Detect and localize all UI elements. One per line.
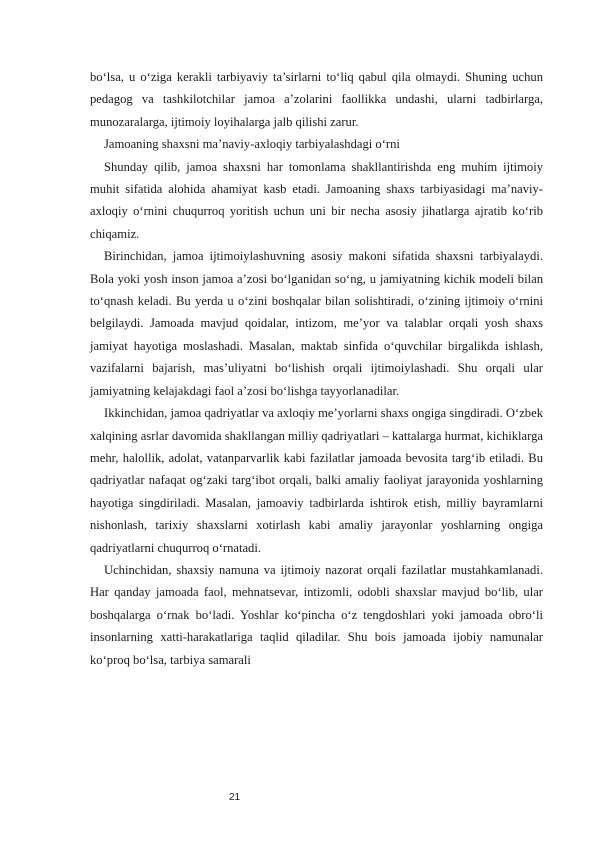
- page-number: 21: [229, 792, 241, 803]
- paragraph-second-point: Ikkinchidan, jamoa qadriyatlar va axloqiy me’yorlarni shaxs ongiga singdiradi. O‘zbek xalqining asrlar davomida shakllangan milliy qadriyatlari – kattalarga hurmat, kichiklarga mehr, halollik, adolat, vatanparvarlik kabi fazilatlar jamoada bevosita targ‘ib etiladi. Bu qadriyatlar nafaqat og‘zaki targ‘ibot orqali, balki amaliy faoliyat jarayonida yoshlarning hayotiga singdiriladi. Masalan, jamoaviy tadbirlarda ishtirok etish, milliy bayramlarni nishonlash, tarixiy shaxslarni xotirlash kabi amaliy jarayonlar yoshlarning ongiga qadriyatlarni chuqurroq o‘rnatadi.: [90, 406, 543, 555]
- paragraph-continuation: bo‘lsa, u o‘ziga kerakli tarbiyaviy ta’sirlarni to‘liq qabul qila olmaydi. Shuning uchun pedagog va tashkilotchilar jamoa a’zolarini faollikka undashi, ularni tadbirlarga, munozaralarga, ijtimoiy loyihalarga jalb qilishi zarur.: [90, 70, 543, 129]
- paragraph-first-point: Birinchidan, jamoa ijtimoiylashuvning asosiy makoni sifatida shaxsni tarbiyalaydi. Bola yoki yosh inson jamoa a’zosi bo‘lganidan so‘ng, u jamiyatning kichik modeli bilan to‘qnash keladi. Bu yerda u o‘zini boshqalar bilan solishtiradi, o‘zining ijtimoiy o‘rnini belgilaydi. Jamoada mavjud qoidalar, intizom, me’yor va talablar orqali yosh shaxs jamiyat hayotiga moslashadi. Masalan, maktab sinfida o‘quvchilar birgalikda ishlash, vazifalarni bajarish, mas’uliyatni bo‘lishish orqali ijtimoiylashadi. Shu orqali ular jamiyatning kelajakdagi faol a’zosi bo‘lishga tayyorlanadilar.: [90, 249, 543, 398]
- section-heading: Jamoaning shaxsni ma’naviy-axloqiy tarbiyalashdagi o‘rni: [104, 137, 400, 152]
- paragraph-intro: Shunday qilib, jamoa shaxsni har tomonlama shakllantirishda eng muhim ijtimoiy muhit sifatida alohida ahamiyat kasb etadi. Jamoaning shaxs tarbiyasidagi ma’naviy-axloqiy o‘rnini chuqurroq yoritish uchun uni bir necha asosiy jihatlarga ajratib ko‘rib chiqamiz.: [90, 159, 543, 241]
- paragraph-third-point: Uchinchidan, shaxsiy namuna va ijtimoiy nazorat orqali fazilatlar mustahkamlanadi. Har qanday jamoada faol, mehnatsevar, intizomli, odobli shaxslar mavjud bo‘lib, ular boshqalarga o‘rnak bo‘ladi. Yoshlar ko‘pincha o‘z tengdoshlari yoki jamoada obro‘li insonlarning xatti-harakatlariga taqlid qiladilar. Shu bois jamoada ijobiy namunalar ko‘proq bo‘lsa, tarbiya samarali: [90, 562, 543, 667]
- body-text: [90, 66, 543, 671]
